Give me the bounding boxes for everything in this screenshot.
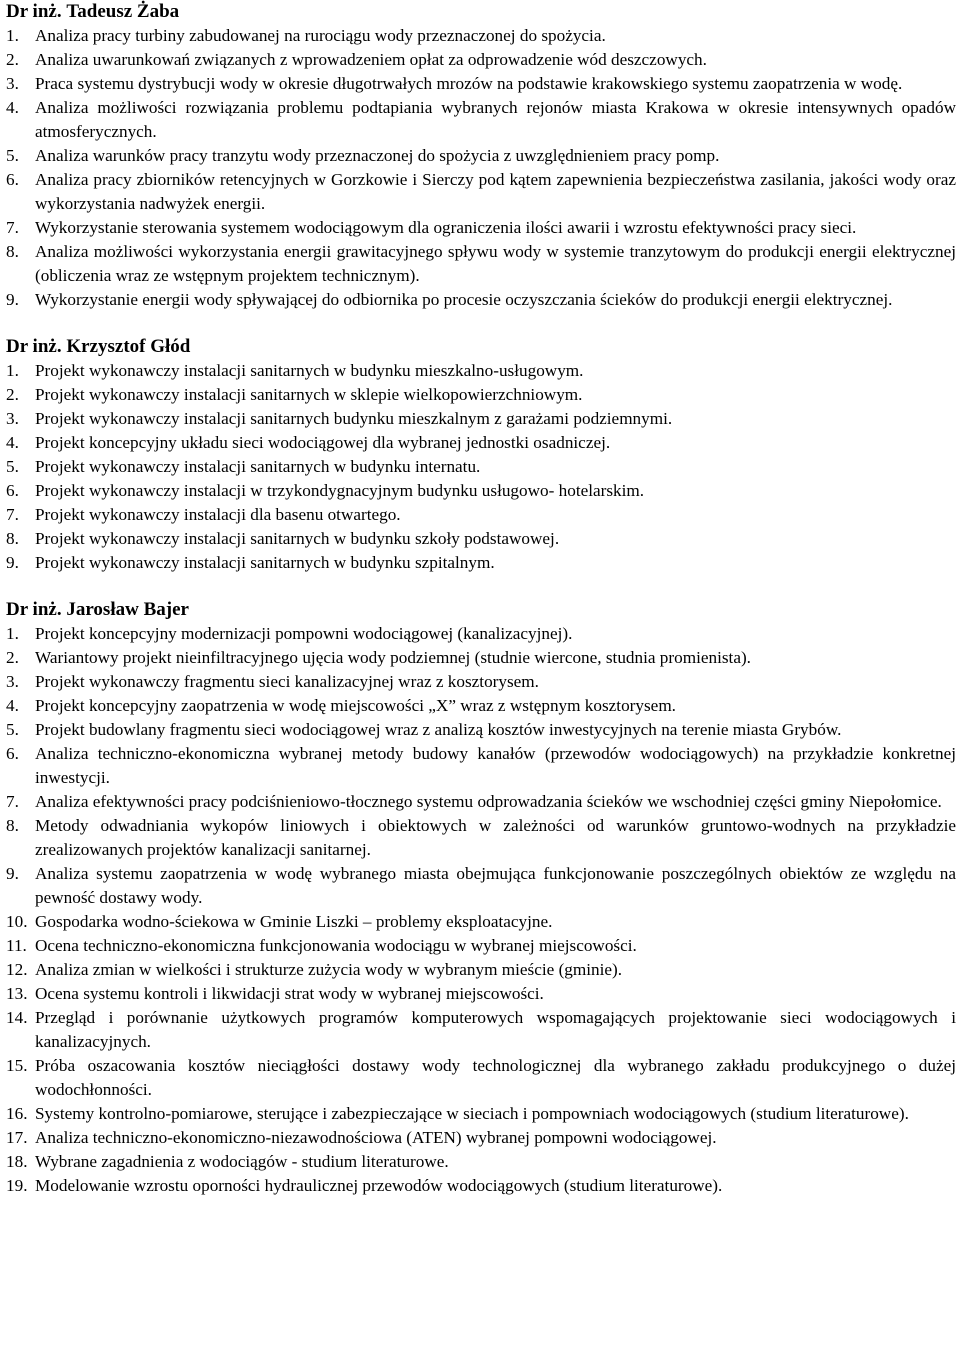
list-item-number: 16. xyxy=(6,1104,28,1123)
list-item-number: 9. xyxy=(6,864,19,883)
topic-list xyxy=(6,24,956,312)
list-item-number: 8. xyxy=(6,816,19,835)
list-item-number: 15. xyxy=(6,1056,28,1075)
section-heading xyxy=(6,0,956,24)
list-item xyxy=(6,622,956,646)
list-item-number: 3. xyxy=(6,74,19,93)
list-item xyxy=(6,862,956,910)
list-item-text: Projekt koncepcyjny układu sieci wodociągowej dla wybranej jednostki osadniczej. xyxy=(35,433,611,452)
list-item-number: 2. xyxy=(6,648,19,667)
list-item-text: Analiza warunków pracy tranzytu wody przeznaczonej do spożycia z uwzględnieniem pracy pomp. xyxy=(35,146,720,165)
list-item-number: 2. xyxy=(6,385,19,404)
list-item-text: Projekt wykonawczy instalacji sanitarnych w budynku internatu. xyxy=(35,457,481,476)
list-item-text: Metody odwadniania wykopów liniowych i obiektowych w zależności od warunków gruntowo-wodnych na przykładzie zrealizowanych projektów kanalizacji sanitarnej. xyxy=(35,816,956,859)
list-item-text: Projekt wykonawczy fragmentu sieci kanalizacyjnej wraz z kosztorysem. xyxy=(35,672,539,691)
list-item xyxy=(6,742,956,790)
list-item xyxy=(6,646,956,670)
list-item xyxy=(6,216,956,240)
list-item-number: 18. xyxy=(6,1152,28,1171)
list-item xyxy=(6,144,956,168)
topic-list xyxy=(6,359,956,575)
list-item-text: Analiza możliwości rozwiązania problemu podtapiania wybranych rejonów miasta Krakowa w okresie intensywnych opadów atmosferycznych. xyxy=(35,98,956,141)
list-item xyxy=(6,96,956,144)
list-item xyxy=(6,288,956,312)
list-item-number: 8. xyxy=(6,242,19,261)
list-item xyxy=(6,431,956,455)
list-item xyxy=(6,72,956,96)
list-item-number: 2. xyxy=(6,50,19,69)
list-item-text: Analiza pracy zbiorników retencyjnych w Gorzkowie i Sierczy pod kątem zapewnienia bezpieczeństwa zasilania, jakości wody oraz wykorzystania nadwyżek energii. xyxy=(35,170,956,213)
topic-list xyxy=(6,622,956,1198)
heading-author: Tadeusz Żaba xyxy=(66,1,180,22)
list-item-number: 7. xyxy=(6,792,19,811)
list-item-number: 3. xyxy=(6,672,19,691)
list-item xyxy=(6,790,956,814)
list-item-number: 14. xyxy=(6,1008,28,1027)
list-item-text: Analiza możliwości wykorzystania energii grawitacyjnego spływu wody w systemie tranzytowym do produkcji energii elektrycznej (obliczenia wraz ze wstępnym projektem technicznym). xyxy=(35,242,956,285)
list-item-number: 9. xyxy=(6,290,19,309)
list-item-text: Analiza zmian w wielkości i strukturze zużycia wody w wybranym mieście (gminie). xyxy=(35,960,623,979)
section-bajer xyxy=(6,598,956,1198)
list-item-text: Przegląd i porównanie użytkowych programów komputerowych wspomagających projektowanie sieci wodociągowych i kanalizacyjnych. xyxy=(35,1008,956,1051)
list-item-text: Projekt wykonawczy instalacji dla basenu otwartego. xyxy=(35,505,401,524)
section-glod xyxy=(6,335,956,575)
list-item-text: Ocena techniczno-ekonomiczna funkcjonowania wodociągu w wybranej miejscowości. xyxy=(35,936,637,955)
list-item-number: 6. xyxy=(6,744,19,763)
list-item xyxy=(6,551,956,575)
heading-title: Dr inż. xyxy=(6,1,62,22)
list-item-number: 8. xyxy=(6,529,19,548)
list-item-text: Gospodarka wodno-ściekowa w Gminie Liszki – problemy eksploatacyjne. xyxy=(35,912,553,931)
list-item xyxy=(6,694,956,718)
list-item xyxy=(6,1174,956,1198)
list-item xyxy=(6,718,956,742)
list-item-number: 19. xyxy=(6,1176,28,1195)
list-item xyxy=(6,527,956,551)
list-item-text: Wykorzystanie energii wody spływającej do odbiornika po procesie oczyszczania ścieków do produkcji energii elektrycznej. xyxy=(35,290,893,309)
list-item-text: Analiza efektywności pracy podciśnieniowo-tłocznego systemu odprowadzania ścieków we wschodniej części gminy Niepołomice. xyxy=(35,792,942,811)
list-item-number: 7. xyxy=(6,218,19,237)
heading-author: Jarosław Bajer xyxy=(66,599,189,620)
list-item xyxy=(6,1102,956,1126)
list-item-text: Projekt wykonawczy instalacji sanitarnych w budynku szpitalnym. xyxy=(35,553,495,572)
list-item-number: 4. xyxy=(6,433,19,452)
list-item xyxy=(6,670,956,694)
list-item-number: 1. xyxy=(6,361,19,380)
list-item xyxy=(6,240,956,288)
list-item-text: Analiza uwarunkowań związanych z wprowadzeniem opłat za odprowadzenie wód deszczowych. xyxy=(35,50,707,69)
section-heading xyxy=(6,598,956,622)
list-item-number: 11. xyxy=(6,936,27,955)
list-item-number: 9. xyxy=(6,553,19,572)
list-item-number: 5. xyxy=(6,146,19,165)
section-heading xyxy=(6,335,956,359)
list-item-text: Projekt wykonawczy instalacji sanitarnych budynku mieszkalnym z garażami podziemnymi. xyxy=(35,409,673,428)
list-item xyxy=(6,1150,956,1174)
list-item-text: Projekt wykonawczy instalacji sanitarnych w sklepie wielkopowierzchniowym. xyxy=(35,385,583,404)
list-item xyxy=(6,1054,956,1102)
list-item-text: Modelowanie wzrostu oporności hydraulicznej przewodów wodociągowych (studium literaturowe). xyxy=(35,1176,723,1195)
list-item-text: Ocena systemu kontroli i likwidacji strat wody w wybranej miejscowości. xyxy=(35,984,544,1003)
list-item-text: Projekt koncepcyjny modernizacji pompowni wodociągowej (kanalizacyjnej). xyxy=(35,624,573,643)
list-item-number: 12. xyxy=(6,960,28,979)
list-item-text: Wariantowy projekt nieinfiltracyjnego ujęcia wody podziemnej (studnie wiercone, studnia promienista). xyxy=(35,648,751,667)
list-item-number: 6. xyxy=(6,481,19,500)
list-item-text: Wybrane zagadnienia z wodociągów - studium literaturowe. xyxy=(35,1152,449,1171)
list-item-number: 17. xyxy=(6,1128,28,1147)
list-item xyxy=(6,1126,956,1150)
list-item-text: Analiza pracy turbiny zabudowanej na rurociągu wody przeznaczonej do spożycia. xyxy=(35,26,606,45)
list-item xyxy=(6,359,956,383)
list-item xyxy=(6,503,956,527)
list-item-text: Wykorzystanie sterowania systemem wodociągowym dla ograniczenia ilości awarii i wzrostu efektywności pracy sieci. xyxy=(35,218,857,237)
list-item-number: 13. xyxy=(6,984,28,1003)
list-item-text: Próba oszacowania kosztów nieciągłości dostawy wody technologicznej dla wybranego zakładu produkcyjnego o dużej wodochłonności. xyxy=(35,1056,956,1099)
list-item xyxy=(6,24,956,48)
heading-title: Dr inż. xyxy=(6,336,62,357)
list-item-text: Systemy kontrolno-pomiarowe, sterujące i zabezpieczające w sieciach i pompowniach wodociągowych (studium literaturowe). xyxy=(35,1104,909,1123)
section-zaba xyxy=(6,0,956,312)
list-item xyxy=(6,934,956,958)
heading-title: Dr inż. xyxy=(6,599,62,620)
list-item-text: Projekt koncepcyjny zaopatrzenia w wodę miejscowości „X” wraz z wstępnym kosztorysem. xyxy=(35,696,676,715)
list-item-number: 10. xyxy=(6,912,28,931)
list-item-text: Analiza techniczno-ekonomiczna wybranej metody budowy kanałów (przewodów wodociągowych) na przykładzie konkretnej inwestycji. xyxy=(35,744,956,787)
list-item-number: 6. xyxy=(6,170,19,189)
list-item-number: 1. xyxy=(6,624,19,643)
list-item-text: Analiza systemu zaopatrzenia w wodę wybranego miasta obejmująca funkcjonowanie poszczególnych obiektów ze względu na pewność dostawy wody. xyxy=(35,864,956,907)
list-item-text: Projekt wykonawczy instalacji w trzykondygnacyjnym budynku usługowo- hotelarskim. xyxy=(35,481,645,500)
list-item xyxy=(6,982,956,1006)
list-item xyxy=(6,168,956,216)
list-item-text: Projekt wykonawczy instalacji sanitarnych w budynku mieszkalno-usługowym. xyxy=(35,361,584,380)
list-item xyxy=(6,479,956,503)
list-item xyxy=(6,1006,956,1054)
list-item-text: Projekt wykonawczy instalacji sanitarnych w budynku szkoły podstawowej. xyxy=(35,529,560,548)
heading-author: Krzysztof Głód xyxy=(66,336,191,357)
list-item-number: 1. xyxy=(6,26,19,45)
list-item xyxy=(6,48,956,72)
list-item-number: 7. xyxy=(6,505,19,524)
list-item-text: Projekt budowlany fragmentu sieci wodociągowej wraz z analizą kosztów inwestycyjnych na terenie miasta Grybów. xyxy=(35,720,842,739)
list-item xyxy=(6,910,956,934)
list-item xyxy=(6,814,956,862)
list-item-number: 4. xyxy=(6,696,19,715)
list-item xyxy=(6,958,956,982)
list-item xyxy=(6,383,956,407)
list-item-number: 4. xyxy=(6,98,19,117)
list-item-number: 5. xyxy=(6,457,19,476)
list-item-text: Praca systemu dystrybucji wody w okresie długotrwałych mrozów na podstawie krakowskiego systemu zaopatrzenia w wodę. xyxy=(35,74,903,93)
list-item xyxy=(6,455,956,479)
list-item xyxy=(6,407,956,431)
list-item-number: 3. xyxy=(6,409,19,428)
list-item-number: 5. xyxy=(6,720,19,739)
list-item-text: Analiza techniczno-ekonomiczno-niezawodnościowa (ATEN) wybranej pompowni wodociągowej. xyxy=(35,1128,717,1147)
